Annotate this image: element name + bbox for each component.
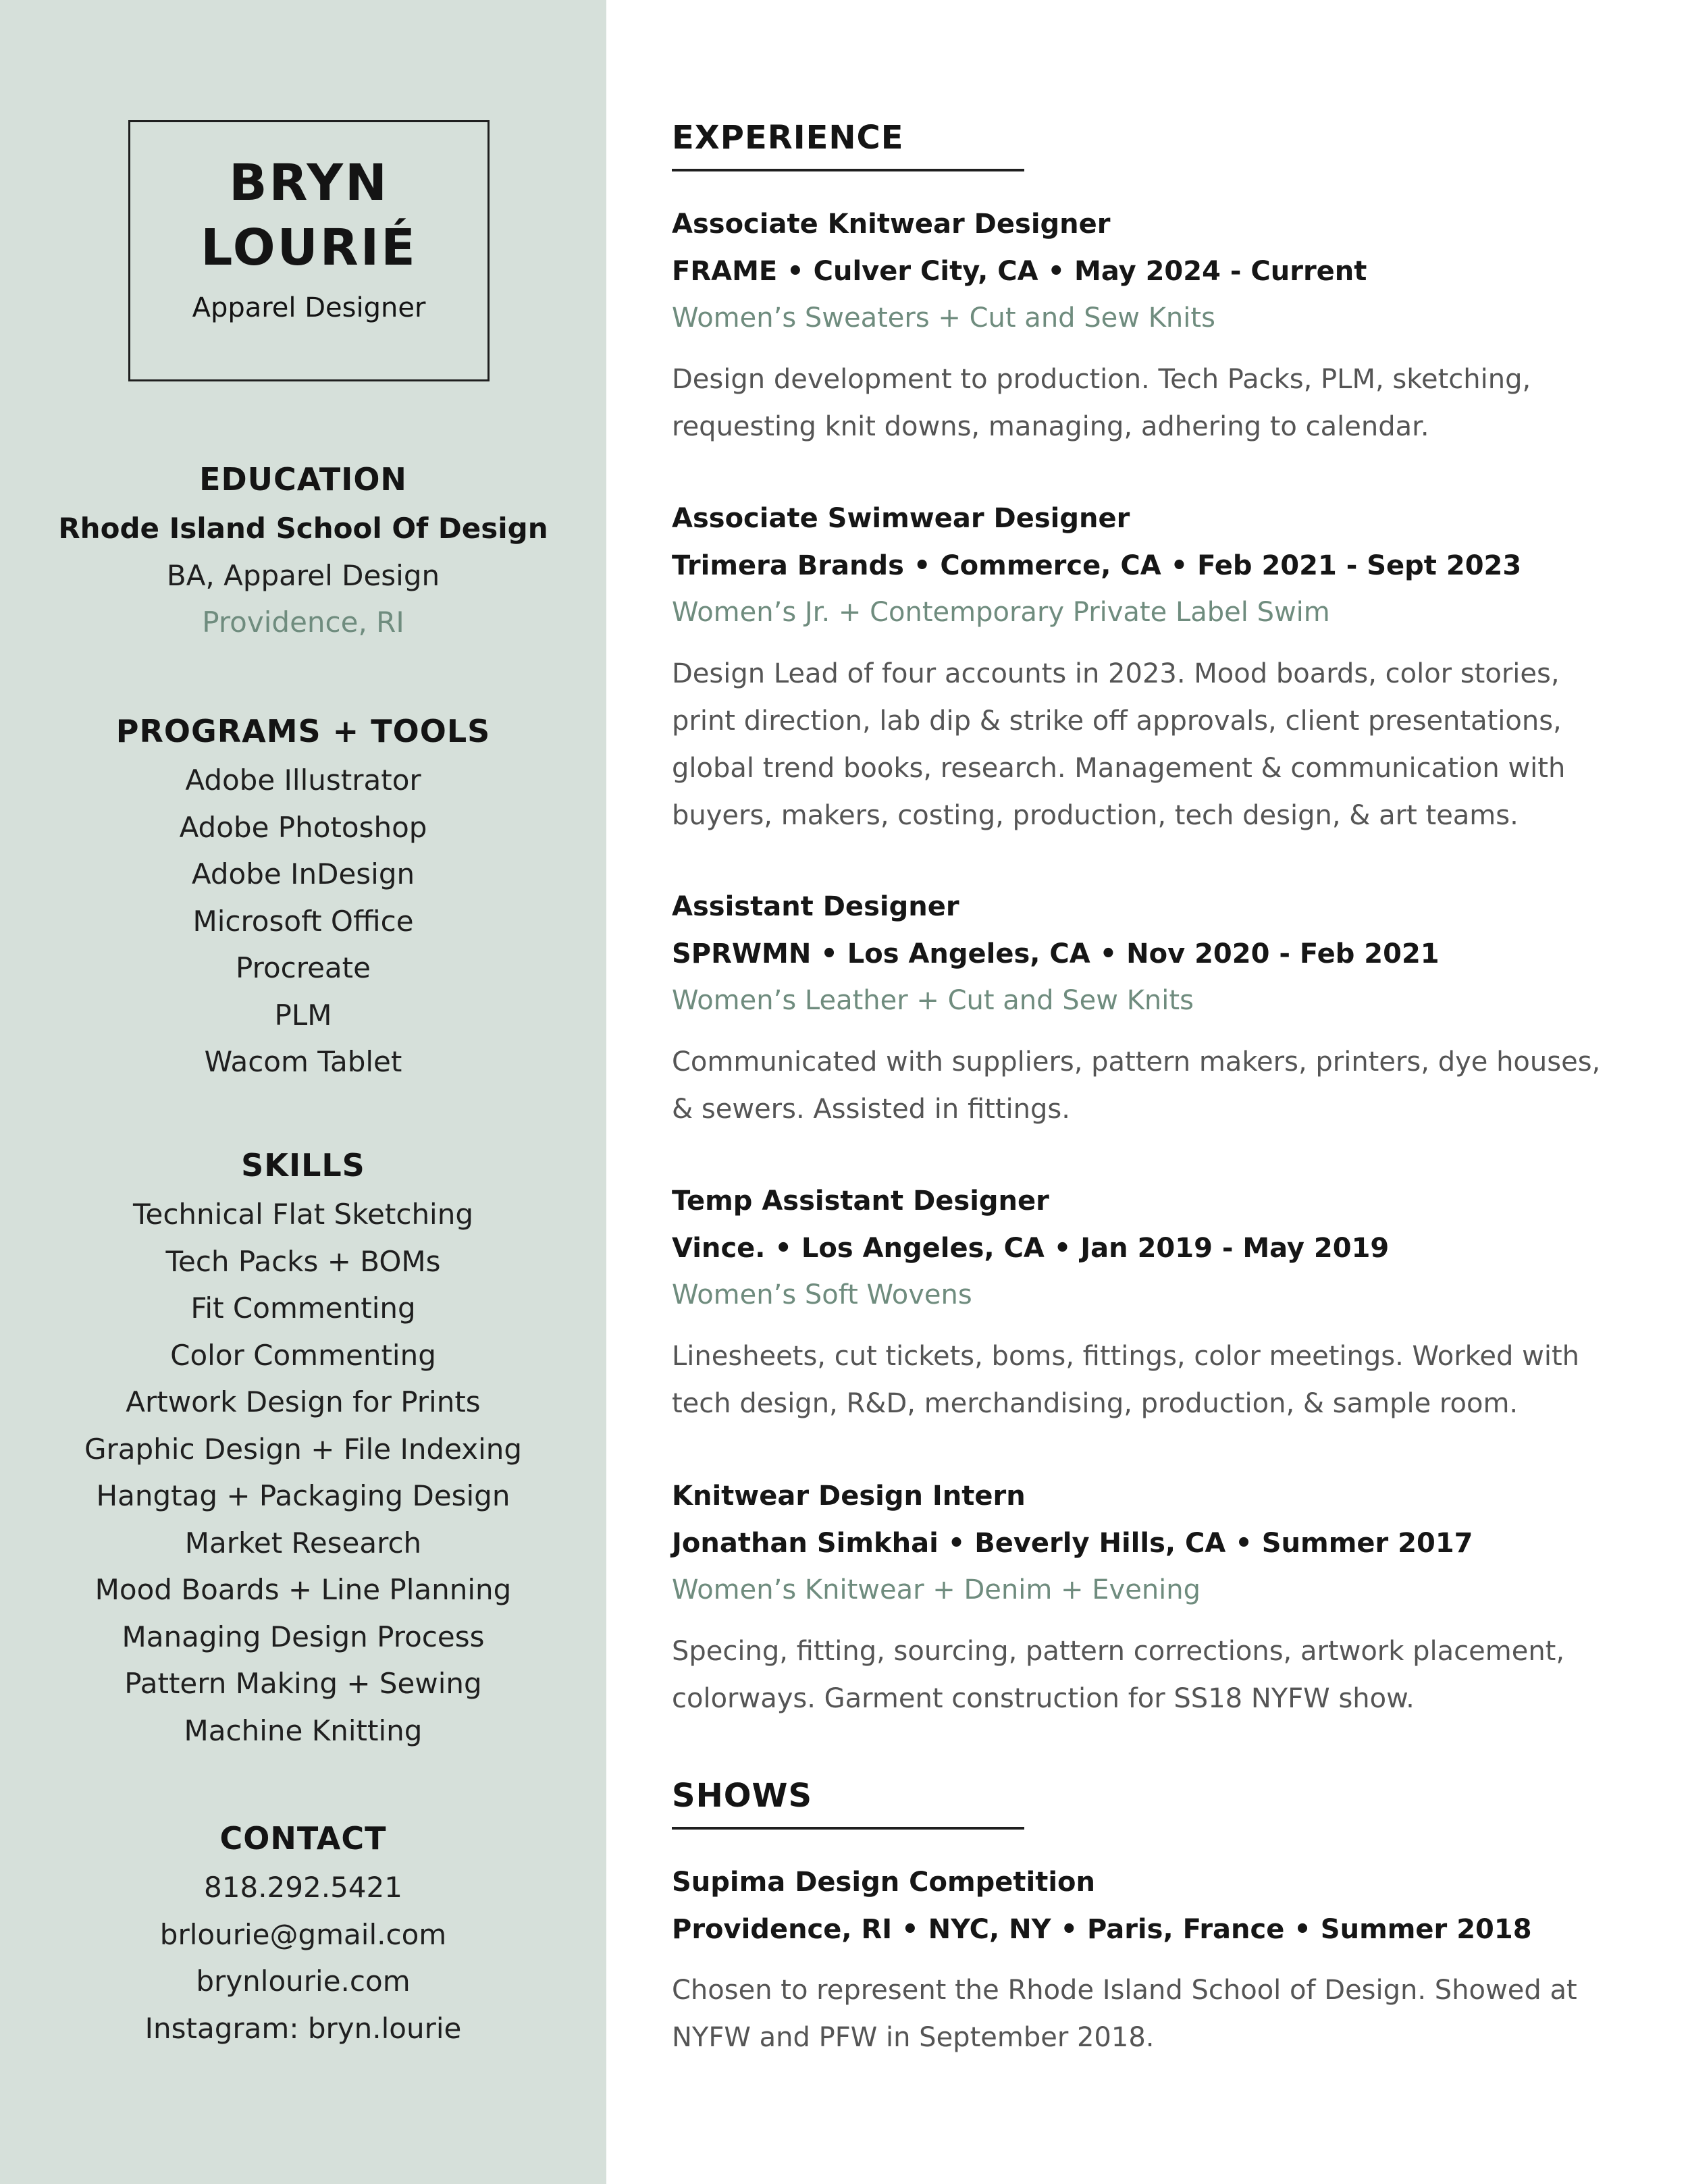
program-item: PLM (274, 998, 332, 1032)
program-item: Adobe Photoshop (179, 810, 427, 844)
skill-item: Market Research (184, 1526, 422, 1560)
job-description: Communicated with suppliers, pattern makers, printers, dye houses, & sewers. Assisted in fittings. (672, 1046, 1601, 1125)
shows-rule (672, 1827, 1024, 1830)
experience-heading: EXPERIENCE (672, 119, 904, 157)
program-item: Adobe Illustrator (185, 764, 421, 797)
contact-email[interactable]: brlourie@gmail.com (159, 1917, 447, 1951)
job-title: Assistant Designer (672, 891, 959, 922)
skills-heading: SKILLS (241, 1147, 365, 1183)
experience-rule (672, 169, 1024, 171)
skill-item: Pattern Making + Sewing (124, 1667, 482, 1700)
skill-item: Technical Flat Sketching (132, 1198, 474, 1231)
show-title: Supima Design Competition (672, 1867, 1096, 1898)
sidebar (0, 0, 606, 2184)
show-description: Chosen to represent the Rhode Island School of Design. Showed at NYFW and PFW in September 2018. (672, 1975, 1577, 2053)
experience-item (672, 496, 1617, 839)
first-name: BRYN (229, 154, 389, 212)
skill-item: Hangtag + Packaging Design (96, 1479, 510, 1512)
program-item: Microsoft Office (192, 904, 414, 938)
education-location: Providence, RI (202, 606, 404, 639)
job-category: Women’s Jr. + Contemporary Private Label Swim (672, 597, 1330, 628)
experience-item (672, 1473, 1617, 1722)
job-title: Associate Swimwear Designer (672, 503, 1130, 534)
job-title: Temp Assistant Designer (672, 1186, 1049, 1217)
contact-website[interactable]: brynlourie.com (196, 1965, 411, 1998)
skill-item: Tech Packs + BOMs (165, 1244, 441, 1278)
name-box (128, 120, 490, 381)
job-meta: Jonathan Simkhai • Beverly Hills, CA • Summer 2017 (672, 1527, 1473, 1559)
job-category: Women’s Soft Wovens (672, 1279, 972, 1310)
skill-item: Managing Design Process (122, 1620, 485, 1653)
skill-item: Color Commenting (170, 1338, 436, 1372)
education-heading: EDUCATION (199, 461, 407, 498)
program-item: Wacom Tablet (204, 1045, 402, 1078)
experience-item (672, 1178, 1617, 1427)
contact-instagram[interactable]: Instagram: bryn.lourie (144, 2011, 462, 2045)
skill-item: Artwork Design for Prints (126, 1385, 481, 1418)
skill-item: Fit Commenting (190, 1291, 416, 1325)
experience-item (672, 201, 1617, 450)
show-item (672, 1859, 1617, 2061)
job-category: Women’s Sweaters + Cut and Sew Knits (672, 302, 1215, 334)
job-meta: SPRWMN • Los Angeles, CA • Nov 2020 - Feb 2021 (672, 938, 1440, 969)
job-meta: FRAME • Culver City, CA • May 2024 - Current (672, 255, 1367, 287)
shows-heading: SHOWS (672, 1777, 813, 1815)
job-title: Knitwear Design Intern (672, 1481, 1026, 1512)
education-degree: BA, Apparel Design (166, 558, 440, 592)
job-meta: Trimera Brands • Commerce, CA • Feb 2021 - Sept 2023 (672, 550, 1522, 581)
job-description: Specing, fitting, sourcing, pattern corrections, artwork placement, colorways. Garment construction for SS18 NYFW show. (672, 1635, 1565, 1714)
skill-item: Graphic Design + File Indexing (84, 1432, 523, 1466)
contact-phone[interactable]: 818.292.5421 (204, 1871, 402, 1904)
job-meta: Vince. • Los Angeles, CA • Jan 2019 - May 2019 (672, 1232, 1390, 1264)
show-meta: Providence, RI • NYC, NY • Paris, France • Summer 2018 (672, 1913, 1532, 1945)
education-section (0, 459, 606, 646)
job-category: Women’s Leather + Cut and Sew Knits (672, 985, 1194, 1016)
program-item: Procreate (236, 951, 371, 984)
programs-heading: PROGRAMS + TOOLS (115, 713, 491, 749)
skill-item: Machine Knitting (184, 1713, 423, 1747)
experience-item (672, 884, 1617, 1133)
job-description: Design development to production. Tech Packs, PLM, sketching, requesting knit downs, managing, adhering to calendar. (672, 363, 1531, 442)
programs-section (0, 711, 606, 1086)
last-name: LOURIÉ (201, 219, 417, 277)
program-item: Adobe InDesign (191, 857, 415, 890)
contact-heading: CONTACT (219, 1820, 387, 1857)
skills-section (0, 1145, 606, 1754)
job-role: Apparel Designer (192, 292, 426, 323)
job-description: Linesheets, cut tickets, boms, fittings, color meetings. Worked with tech design, R&D, merchandising, production, & sample room. (672, 1340, 1579, 1419)
skill-item: Mood Boards + Line Planning (95, 1573, 512, 1606)
job-category: Women’s Knitwear + Denim + Evening (672, 1574, 1201, 1605)
job-title: Associate Knitwear Designer (672, 209, 1111, 240)
job-description: Design Lead of four accounts in 2023. Mood boards, color stories, print direction, lab dip & strike off approvals, client presentations, global trend books, research. Management & communication with buyers, makers, costing, production, tech design, & art teams. (672, 658, 1566, 831)
education-school: Rhode Island School Of Design (58, 512, 548, 545)
contact-section (0, 1818, 606, 2052)
